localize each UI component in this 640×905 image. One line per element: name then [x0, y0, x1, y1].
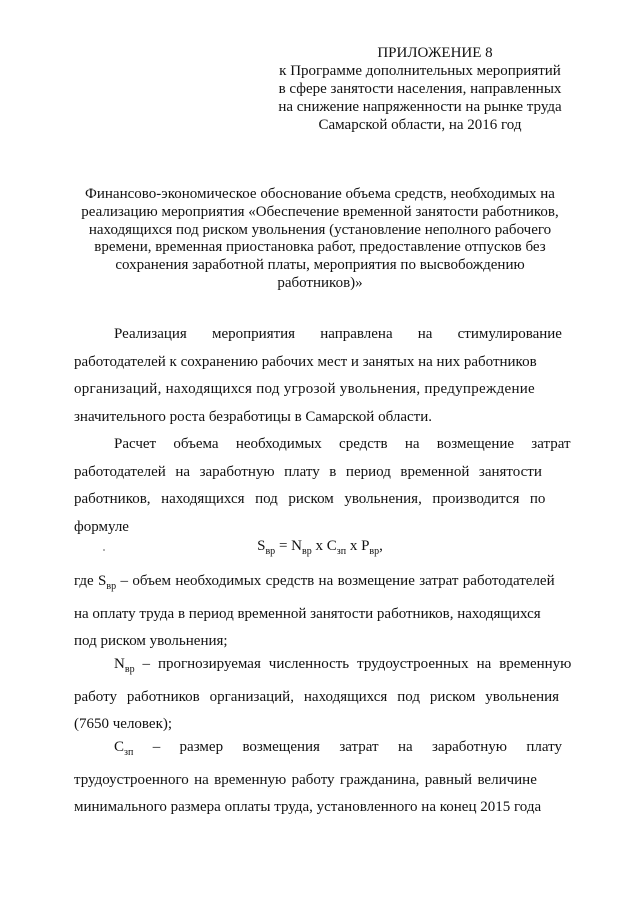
paragraph-line — [74, 734, 562, 767]
title-line: находящихся под риском увольнения (установление неполного рабочего — [88, 221, 552, 238]
word: направлена — [320, 326, 393, 342]
formula — [0, 538, 640, 557]
var-letter: N — [114, 656, 125, 672]
formula-op: = — [275, 538, 292, 554]
word: заработную — [431, 739, 507, 755]
formula-sub: вр — [369, 546, 380, 557]
definition-var — [114, 734, 133, 767]
var-sub: вр — [124, 664, 135, 675]
paragraph-line: на оплату труда в период временной занятости работников, находящихся — [74, 605, 541, 622]
text: где — [74, 573, 99, 589]
appendix-title: ПРИЛОЖЕНИЕ 8 — [377, 45, 493, 61]
appendix-header — [270, 44, 570, 134]
paragraph-line — [74, 321, 562, 349]
var-sub: зп — [124, 747, 134, 758]
var-sub: вр — [106, 581, 117, 592]
var-letter: S — [98, 573, 107, 589]
word: – — [152, 739, 161, 755]
text: – объем необходимых средств на возмещение затрат работодателей — [116, 573, 555, 589]
paragraph-line: работодателей на заработную плату в период временной занятости — [74, 463, 542, 480]
paragraph-line: значительного роста безработицы в Самарской области. — [74, 408, 432, 425]
formula-op: x — [311, 538, 327, 554]
paragraph-line: под риском увольнения; — [74, 633, 228, 649]
formula-op: , — [379, 538, 383, 554]
formula-sub: вр — [265, 546, 276, 557]
title-line: реализацию мероприятия «Обеспечение временной занятости работников, — [81, 203, 559, 220]
title-line: времени, временная приостановка работ, предоставление отпусков без — [94, 239, 546, 256]
paragraph-line: минимального размера оплаты труда, установленного на конец 2015 года — [74, 799, 542, 815]
formula-var: N — [291, 538, 302, 554]
paragraph-line: формуле — [74, 518, 129, 535]
appendix-line: в сфере занятости населения, направленных — [278, 81, 562, 97]
appendix-line: на снижение напряженности на рынке труда — [278, 99, 562, 115]
document-title — [60, 186, 580, 293]
definition-var — [98, 573, 117, 592]
paragraph-calculation — [74, 431, 571, 541]
formula-op: x — [346, 538, 362, 554]
word: стимулирование — [457, 326, 562, 342]
word: плату — [526, 739, 562, 755]
formula-var: S — [257, 538, 266, 554]
paragraph-line: организаций, находящихся под угрозой увольнения, предупреждение — [74, 381, 535, 397]
definition-n — [74, 651, 572, 739]
appendix-line: Самарской области, на 2016 год — [318, 117, 522, 133]
word: на — [397, 739, 413, 755]
paragraph-purpose — [74, 321, 562, 431]
word: мероприятия — [211, 326, 296, 342]
definition-var — [114, 656, 135, 675]
title-line: Финансово-экономическое обоснование объема средств, необходимых на — [85, 186, 555, 202]
formula-var: P — [361, 538, 370, 554]
formula-var: C — [326, 538, 337, 554]
appendix-line: к Программе дополнительных мероприятий — [279, 63, 561, 79]
paragraph-line: Расчет объема необходимых средств на возмещение затрат — [114, 436, 571, 452]
word: затрат — [339, 739, 379, 755]
text: – прогнозируемая численность трудоустроенных на временную — [134, 656, 572, 672]
paragraph-line: трудоустроенного на временную работу гражданина, равный величине — [74, 771, 537, 788]
word: возмещения — [242, 739, 320, 755]
var-letter: C — [114, 739, 125, 755]
formula-sub: зп — [336, 546, 347, 557]
title-line: сохранения заработной платы, мероприятия по высвобождению — [115, 257, 525, 274]
paragraph-line — [74, 568, 562, 601]
word: Реализация — [114, 326, 187, 342]
definition-s — [74, 568, 562, 656]
word: на — [417, 326, 433, 342]
definition-c — [74, 734, 562, 822]
formula-sub: вр — [302, 546, 312, 557]
word: размер — [179, 739, 224, 755]
paragraph-line: (7650 человек); — [74, 716, 173, 732]
paragraph-line: работу работников организаций, находящихся под риском увольнения — [74, 688, 560, 705]
paragraph-line — [74, 651, 572, 684]
title-line: работников)» — [277, 274, 363, 291]
paragraph-line: работников, находящихся под риском увольнения, производится по — [74, 491, 546, 507]
paragraph-line: работодателей к сохранению рабочих мест и занятых на них работников — [74, 353, 537, 370]
